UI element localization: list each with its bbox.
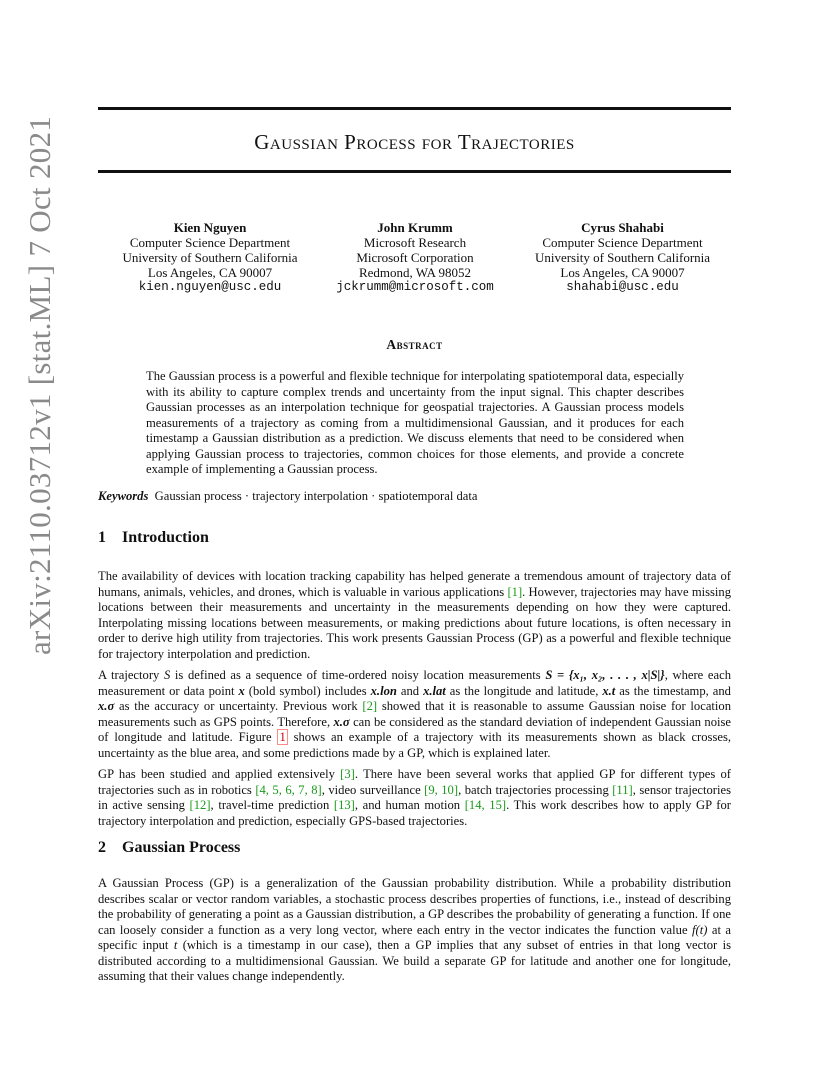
math-symbol: S [163, 668, 171, 682]
text-run: (which is a timestamp in our case), then a GP implies that any subset of entries in that long vector is distributed according to a multidimensional Gaussian. We build a separate GP for latitude and another one for longitude, assuming that their values change independently. [98, 938, 731, 983]
text-run: showed that it is reasonable to assume Gaussian noise for location measurements such as GPS points. Therefore, [98, 699, 731, 729]
section-title: Gaussian Process [122, 839, 241, 856]
text-run: as the accuracy or uncertainty. Previous work [114, 699, 363, 713]
text-run: , where each measurement or data point [98, 668, 731, 698]
citation-link[interactable]: [11] [612, 782, 633, 797]
author-address: Redmond, WA 98052 [358, 265, 472, 280]
citation-link[interactable]: [9, 10] [424, 782, 459, 797]
math-expression: S = {x₁, x₂, . . . , x|S|} [545, 668, 665, 682]
author-3 [515, 220, 730, 295]
text-run: . However, trajectories may have missing locations between their measurements and uncertainty in the measurements depending on how they were captured. Interpolating missing locations between measurements, or making predictions about future locations, is often necessary in order to derive high utility from trajectories. This work presents Gaussian Process (GP) as a powerful and flexible technique for trajectory interpolation and prediction. [98, 584, 732, 661]
arxiv-identifier: arXiv:2110.03712v1 [stat.ML] 7 Oct 2021 [22, 115, 57, 655]
author-affiliation: Computer Science Department [542, 235, 703, 250]
intro-paragraph-2 [98, 668, 731, 761]
title-rule-bottom [98, 170, 731, 173]
text-run: , video surveillance [321, 782, 425, 797]
text-run: , travel-time prediction [210, 798, 334, 812]
math-symbol: x.σ [98, 699, 115, 713]
author-affiliation: University of Southern California [534, 250, 711, 265]
keywords-text: Gaussian process · trajectory interpolation · spatiotemporal data [154, 489, 478, 503]
math-symbol: x.t [602, 683, 616, 698]
title-rule-top [98, 107, 731, 110]
section-number: 1 [98, 529, 106, 546]
keywords-line [98, 489, 731, 504]
abstract-heading: Abstract [386, 337, 443, 352]
text-run: The availability of devices with location tracking capability has helped generate a tremendous amount of trajectory data of humans, animals, vehicles, and drones, which is valuable in various applications [98, 569, 731, 599]
author-1 [105, 220, 315, 295]
author-email: jckrumm@microsoft.com [336, 280, 494, 294]
text-run: . This work describes how to apply GP for trajectory interpolation and prediction, especially GPS-based trajectories. [98, 798, 731, 828]
author-address: Los Angeles, CA 90007 [560, 265, 685, 280]
keywords-label: Keywords [98, 489, 149, 503]
text-run: can be considered as the standard deviation of independent Gaussian noise of longitude and latitude. Figure [98, 714, 731, 744]
math-symbol: x.lon [370, 683, 397, 698]
paper-title: Gaussian Process for Trajectories [254, 130, 575, 154]
text-run: A Gaussian Process (GP) is a generalization of the Gaussian probability distribution. While a probability distribution describes scalar or vector random variables, a stochastic process describes properties of functions, i.e., instead of describing the probability of generating a point as a Gaussian distribution, a GP describes the probability of generating a function. If one can loosely consider a function as a very long vector, where each entry in the vector indicates the function value [98, 876, 731, 937]
text-run: is defined as a sequence of time-ordered noisy location measurements [170, 668, 546, 682]
author-name: Cyrus Shahabi [581, 220, 664, 235]
text-run: A trajectory [98, 668, 164, 682]
math-symbol: x.σ [333, 714, 350, 729]
text-run: , sensor trajectories in active sensing [98, 782, 731, 812]
author-address: Los Angeles, CA 90007 [147, 265, 273, 280]
section-title: Introduction [122, 529, 209, 546]
intro-paragraph-1 [98, 569, 731, 662]
section-heading-gaussian-process [98, 839, 240, 857]
author-name: Kien Nguyen [173, 220, 247, 235]
author-affiliation: Computer Science Department [129, 235, 291, 250]
citation-link[interactable]: [3] [340, 767, 355, 781]
text-run: , batch trajectories processing [458, 782, 613, 797]
text-run: as the longitude and latitude, [445, 683, 603, 698]
abstract-text: The Gaussian process is a powerful and flexible technique for interpolating spatiotemporal data, especially with its ability to capture complex trends and uncertainty from the input signal. This chapter describes Gaussian processes as an interpolation technique for geospatial trajectories. A Gaussian process models measurements of a trajectory as coming from a multidimensional Gaussian, and it produces for each timestamp a Gaussian distribution as a prediction. We discuss elements that need to be considered when applying Gaussian process to trajectories, common choices for those elements, and provide a concrete example of implementing a Gaussian process. [146, 369, 684, 476]
section-number: 2 [98, 839, 106, 856]
introduction-body [98, 569, 731, 835]
author-2 [315, 220, 515, 295]
author-affiliation: Microsoft Research [363, 235, 467, 250]
gp-paragraph-1 [98, 876, 731, 985]
text-run: . There have been several works that applied GP for different types of trajectories such as in robotics [98, 767, 731, 797]
citation-link[interactable]: [12] [189, 798, 211, 812]
author-email: shahabi@usc.edu [566, 280, 679, 294]
section-heading-introduction [98, 529, 209, 547]
author-name: John Krumm [377, 220, 453, 235]
author-email: kien.nguyen@usc.edu [138, 280, 282, 294]
citation-link[interactable]: [14, 15] [464, 798, 507, 812]
citation-link[interactable]: [4, 5, 6, 7, 8] [255, 782, 322, 797]
math-symbol: x.lat [423, 683, 446, 698]
intro-paragraph-3 [98, 767, 731, 829]
gaussian-process-body [98, 876, 731, 991]
author-block [100, 220, 730, 300]
text-run: at a specific input [98, 922, 731, 952]
text-run: shows an example of a trajectory with its measurements shown as black crosses, uncertainty as the blue area, and some predictions made by a GP, which is explained later. [98, 730, 731, 760]
text-run: , and human motion [354, 798, 465, 812]
author-affiliation: Microsoft Corporation [356, 250, 474, 265]
text-run: and [396, 683, 424, 698]
citation-link[interactable]: [1] [507, 584, 523, 599]
figure-link[interactable]: 1 [279, 730, 286, 744]
text-run: (bold symbol) includes [244, 683, 371, 698]
math-expression: f(t) [692, 922, 708, 937]
text-run: as the timestamp, and [615, 683, 731, 698]
citation-link[interactable]: [13] [333, 798, 355, 812]
math-symbol: x [238, 683, 245, 698]
citation-link[interactable]: [2] [362, 699, 378, 713]
text-run: GP has been studied and applied extensively [98, 767, 341, 781]
math-symbol: t [173, 938, 178, 952]
author-affiliation: University of Southern California [122, 250, 298, 265]
